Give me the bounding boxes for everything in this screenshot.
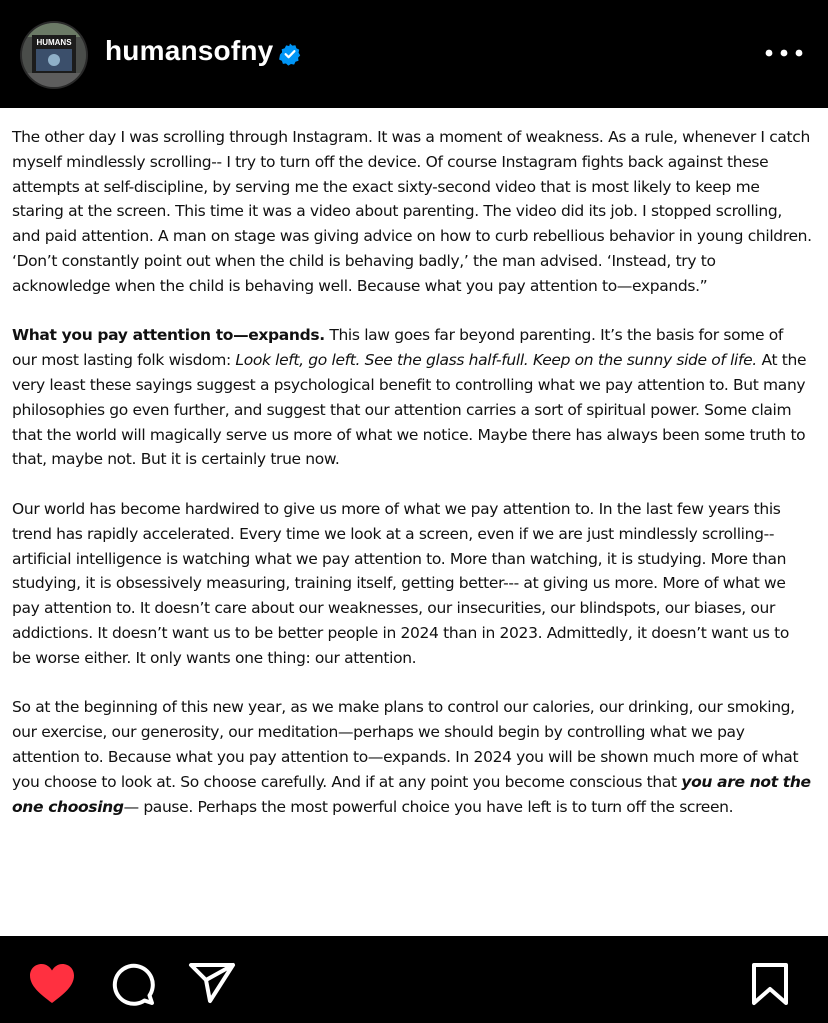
comment-icon[interactable]: [109, 962, 155, 1006]
heart-icon[interactable]: [28, 962, 76, 1006]
paragraph-4-bold-italic: you are not the one choosing: [12, 772, 811, 816]
share-icon[interactable]: [188, 962, 236, 1004]
paragraph-1: The other day I was scrolling through Instagram. It was a moment of weakness. As a rule, whenever I catch myself mindlessly scrolling-- I try to turn off the device. Of course Instagram fights back against these attempts at self-discipline, by serving me the exact sixty-second video that is most likely to keep me staring at the screen. This time it was a video about parenting. The video did its job. I stopped scrolling, and paid attention. A man on stage was giving advice on how to curb rebellious behavior in young children. ‘Don’t constantly point out when the child is behaving badly,’ the man advised. ‘Instead, try to acknowledge when the child is behaving well. Because what you pay attention to—expands.”: [12, 128, 812, 295]
paragraph-4: [12, 695, 812, 819]
action-bar: [0, 936, 828, 1023]
paragraph-3: Our world has become hardwired to give us more of what we pay attention to. In the last few years this trend has rapidly accelerated. Every time we look at a screen, even if we are just mindlessly scrolling-- artificial intelligence is watching what we pay attention to. More than watching, it is studying. More than studying, it is obsessively measuring, training itself, getting better--- at giving us more. More of what we pay attention to. It doesn’t care about our weaknesses, our insecurities, our blindspots, our biases, our addictions. It doesn’t want us to be better people in 2024 than in 2023. Admittedly, it doesn’t want us to be worse either. It only wants one thing: our attention.: [12, 499, 790, 667]
avatar[interactable]: [22, 23, 86, 87]
paragraph-4-text-a: So at the beginning of this new year, as we make plans to control our calories, our drinking, our smoking, our exercise, our generosity, our meditation—perhaps we should begin by controlling what we pay attention to. Because what you pay attention to—expands. In 2024 you will be shown much more of what you choose to look at. So choose carefully. And if at any point you become conscious that: [12, 698, 799, 791]
paragraph-4-text-b: — pause. Perhaps the most powerful choice you have left is to turn off the screen.: [123, 797, 734, 816]
username[interactable]: humansofny: [105, 35, 274, 66]
bookmark-icon[interactable]: [748, 962, 792, 1006]
avatar-label: HUMANS: [36, 38, 72, 47]
post-caption-card: [0, 108, 828, 936]
avatar-image: [22, 23, 86, 87]
verified-badge-icon: [278, 42, 302, 66]
paragraph-2: [12, 323, 812, 472]
paragraph-2-text-b: At the very least these sayings suggest a psychological benefit to controlling what we pay attention to. But many philosophies go even further, and suggest that our attention carries a sort of spiritual power. Some claim that the world will magically serve us more of what we notice. Maybe there has always been some truth to that, maybe not. But it is certainly true now.: [12, 351, 807, 469]
paragraph-2-bold: What you pay attention to—expands.: [12, 326, 325, 345]
post-text: [12, 125, 812, 819]
post-header: [0, 0, 828, 108]
more-options-icon[interactable]: [764, 46, 804, 60]
paragraph-2-italic: Look left, go left. See the glass half-full. Keep on the sunny side of life.: [235, 351, 757, 370]
paragraph-2-text-a: This law goes far beyond parenting. It’s the basis for some of our most lasting folk wisdom:: [12, 326, 783, 370]
